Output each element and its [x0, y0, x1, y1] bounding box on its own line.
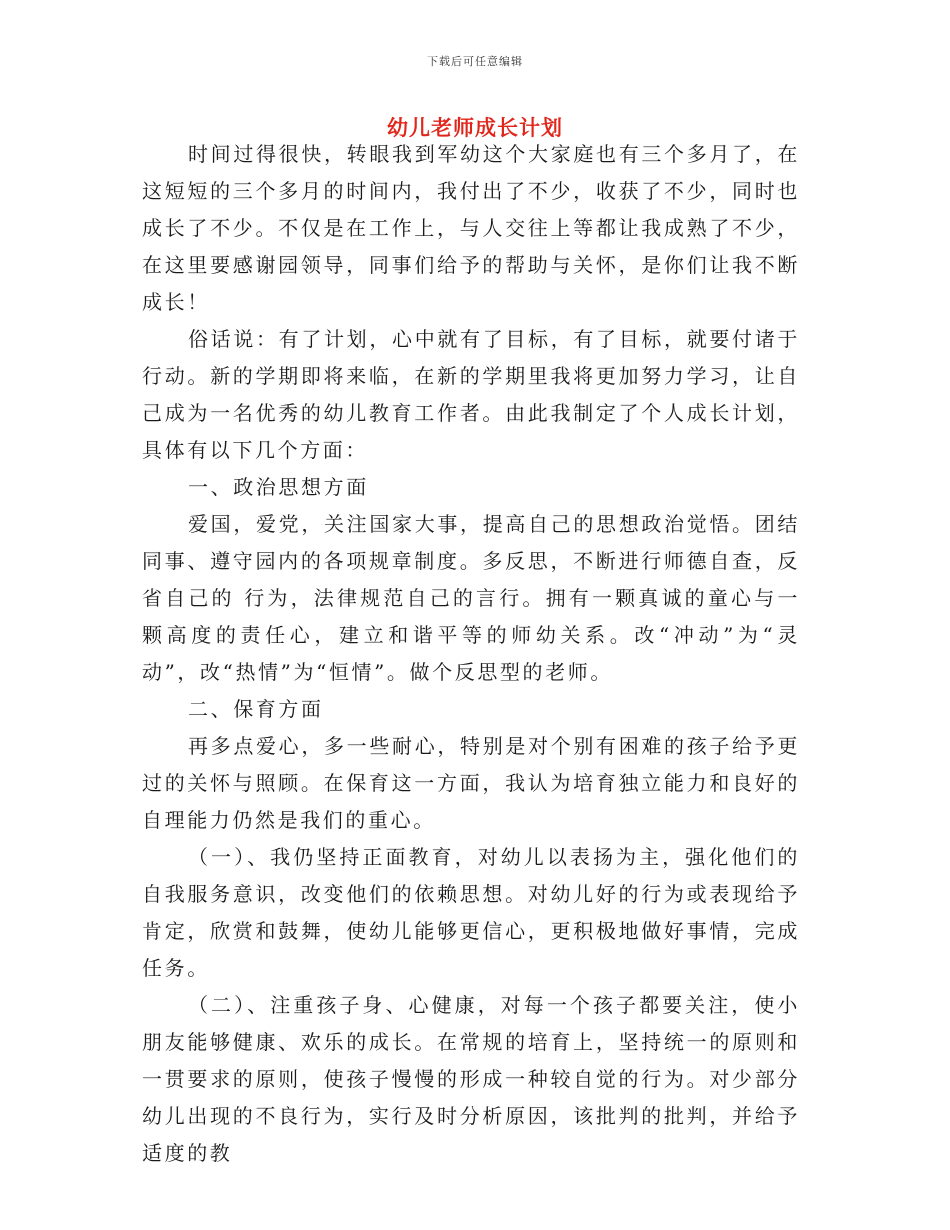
document-body	[142, 136, 800, 1172]
paragraph-childcare-item-2: （二）、注重孩子身、心健康，对每一个孩子都要关注，使小朋友能够健康、欢乐的成长。在常规的培育上，坚持统一的原则和一贯要求的原则，使孩子慢慢的形成一种较自觉的行为。对少部分幼儿出现的不良行为，实行及时分析原因，该批判的批判，并给予适度的教	[142, 993, 800, 1165]
section-heading-childcare: 二、保育方面	[188, 697, 324, 721]
header-note: 下载后可任意编辑	[427, 55, 523, 68]
paragraph-childcare: 再多点爱心，多一些耐心，特别是对个别有困难的孩子给予更过的关怀与照顾。在保育这一方面，我认为培育独立能力和良好的自理能力仍然是我们的重心。	[142, 734, 800, 832]
paragraph-childcare-item-1: （一）、我仍坚持正面教育，对幼儿以表扬为主，强化他们的自我服务意识，改变他们的依赖思想。对幼儿好的行为或表现给予肯定，欣赏和鼓舞，使幼儿能够更信心，更积极地做好事情，完成任务。	[142, 845, 800, 980]
paragraph-political: 爱国，爱党，关注国家大事，提高自己的思想政治觉悟。团结同事、遵守园内的各项规章制度。多反思，不断进行师德自查，反省自己的 行为，法律规范自己的言行。拥有一颗真诚的童心与一颗高度的责任心，建立和谐平等的师幼关系。改“冲动”为“灵动”，改“热情”为“恒情”。做个反思型的老师。	[142, 512, 800, 684]
document-title: 幼儿老师成长计划	[387, 115, 563, 140]
paragraph-intro: 时间过得很快，转眼我到军幼这个大家庭也有三个多月了，在这短短的三个多月的时间内，我付出了不少，收获了不少，同时也成长了不少。不仅是在工作上，与人交往上等都让我成熟了不少，在这里要感谢园领导，同事们给予的帮助与关怀，是你们让我不断成长！	[142, 142, 800, 314]
paragraph-plan-overview: 俗话说：有了计划，心中就有了目标，有了目标，就要付诸于行动。新的学期即将来临，在新的学期里我将更加努力学习，让自己成为一名优秀的幼儿教育工作者。由此我制定了个人成长计划，具体有以下几个方面：	[142, 327, 800, 462]
section-heading-political: 一、政治思想方面	[188, 475, 369, 499]
